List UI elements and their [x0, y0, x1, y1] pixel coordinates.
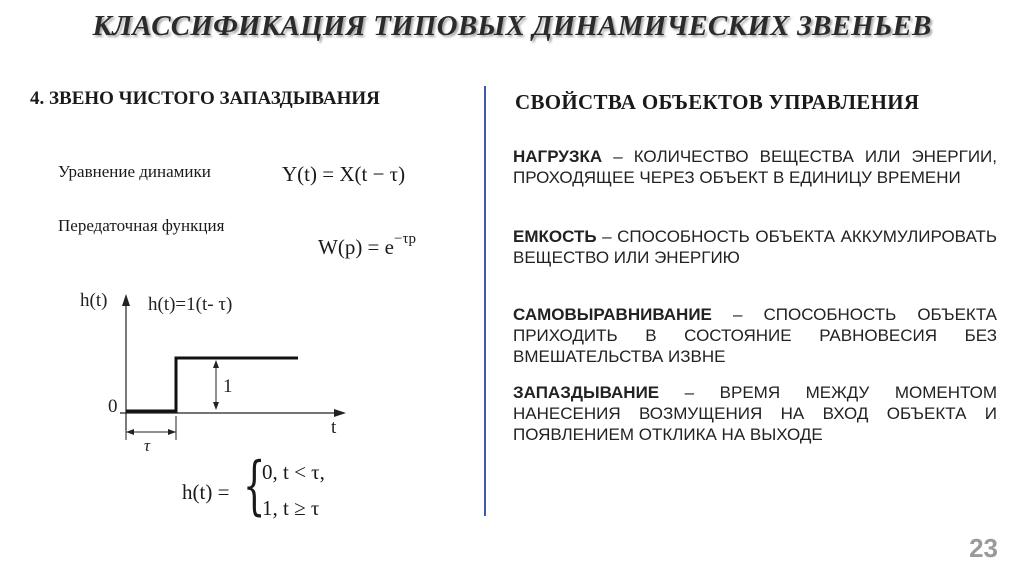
slide-title: КЛАССИФИКАЦИЯ ТИПОВЫХ ДИНАМИЧЕСКИХ ЗВЕНЬЕВ	[92, 10, 932, 42]
step-response-graph	[80, 280, 370, 455]
zero-label: 0	[108, 396, 118, 417]
property-capacity	[513, 226, 997, 268]
x-axis-label: t	[331, 417, 337, 438]
property-self-leveling	[513, 304, 997, 367]
piecewise-case-2: 1, t ≥ τ	[262, 496, 320, 520]
transfer-formula	[318, 231, 416, 260]
property-text: – КОЛИЧЕСТВО ВЕЩЕСТВА ИЛИ ЭНЕРГИИ, ПРОХОДЯЩЕЕ ЧЕРЕЗ ОБЪЕКТ В ЕДИНИЦУ ВРЕМЕНИ	[513, 147, 997, 187]
transfer-label: Передаточная функция	[58, 216, 225, 235]
property-term: САМОВЫРАВНИВАНИЕ	[513, 305, 712, 324]
property-term: ЕМКОСТЬ	[513, 227, 597, 246]
properties-heading: СВОЙСТВА ОБЪЕКТОВ УПРАВЛЕНИЯ	[515, 90, 920, 114]
property-text: – ВРЕМЯ МЕЖДУ МОМЕНТОМ НАНЕСЕНИЯ ВОЗМУЩЕНИЯ НА ВХОД ОБЪЕКТА И ПОЯВЛЕНИЕМ ОТКЛИКА НА ВЫХОДЕ	[513, 383, 997, 444]
equation-formula: Y(t) = X(t − τ)	[282, 162, 406, 186]
piecewise-lhs: h(t) =	[182, 480, 230, 504]
y-axis-arrow	[122, 294, 130, 306]
property-text: – СПОСОБНОСТЬ ОБЪЕКТА АККУМУЛИРОВАТЬ ВЕЩЕСТВО ИЛИ ЭНЕРГИЮ	[513, 227, 997, 267]
equation-label: Уравнение динамики	[58, 162, 211, 181]
property-term: НАГРУЗКА	[513, 147, 603, 166]
page-number: 23	[969, 533, 998, 563]
function-label: h(t)=1(t- τ)	[148, 294, 233, 315]
section-heading: 4. ЗВЕНО ЧИСТОГО ЗАПАЗДЫВАНИЯ	[30, 88, 380, 109]
piecewise-brace: {	[243, 449, 266, 523]
y-axis-label: h(t)	[80, 290, 108, 311]
property-text: – СПОСОБНОСТЬ ОБЪЕКТА ПРИХОДИТЬ В СОСТОЯНИЕ РАВНОВЕСИЯ БЕЗ ВМЕШАТЕЛЬСТВА ИЗВНЕ	[513, 305, 997, 366]
step-label: 1	[223, 376, 233, 397]
x-axis-arrow	[334, 409, 346, 417]
property-load	[513, 146, 997, 188]
delay-label: τ	[144, 436, 151, 455]
step-function-line	[126, 358, 298, 411]
transfer-base: W(p) = e	[318, 235, 394, 259]
piecewise-case-1: 0, t < τ,	[262, 460, 325, 484]
column-divider	[484, 86, 486, 516]
transfer-exponent: −τp	[393, 231, 416, 247]
property-term: ЗАПАЗДЫВАНИЕ	[513, 383, 660, 402]
property-delay	[513, 382, 997, 445]
